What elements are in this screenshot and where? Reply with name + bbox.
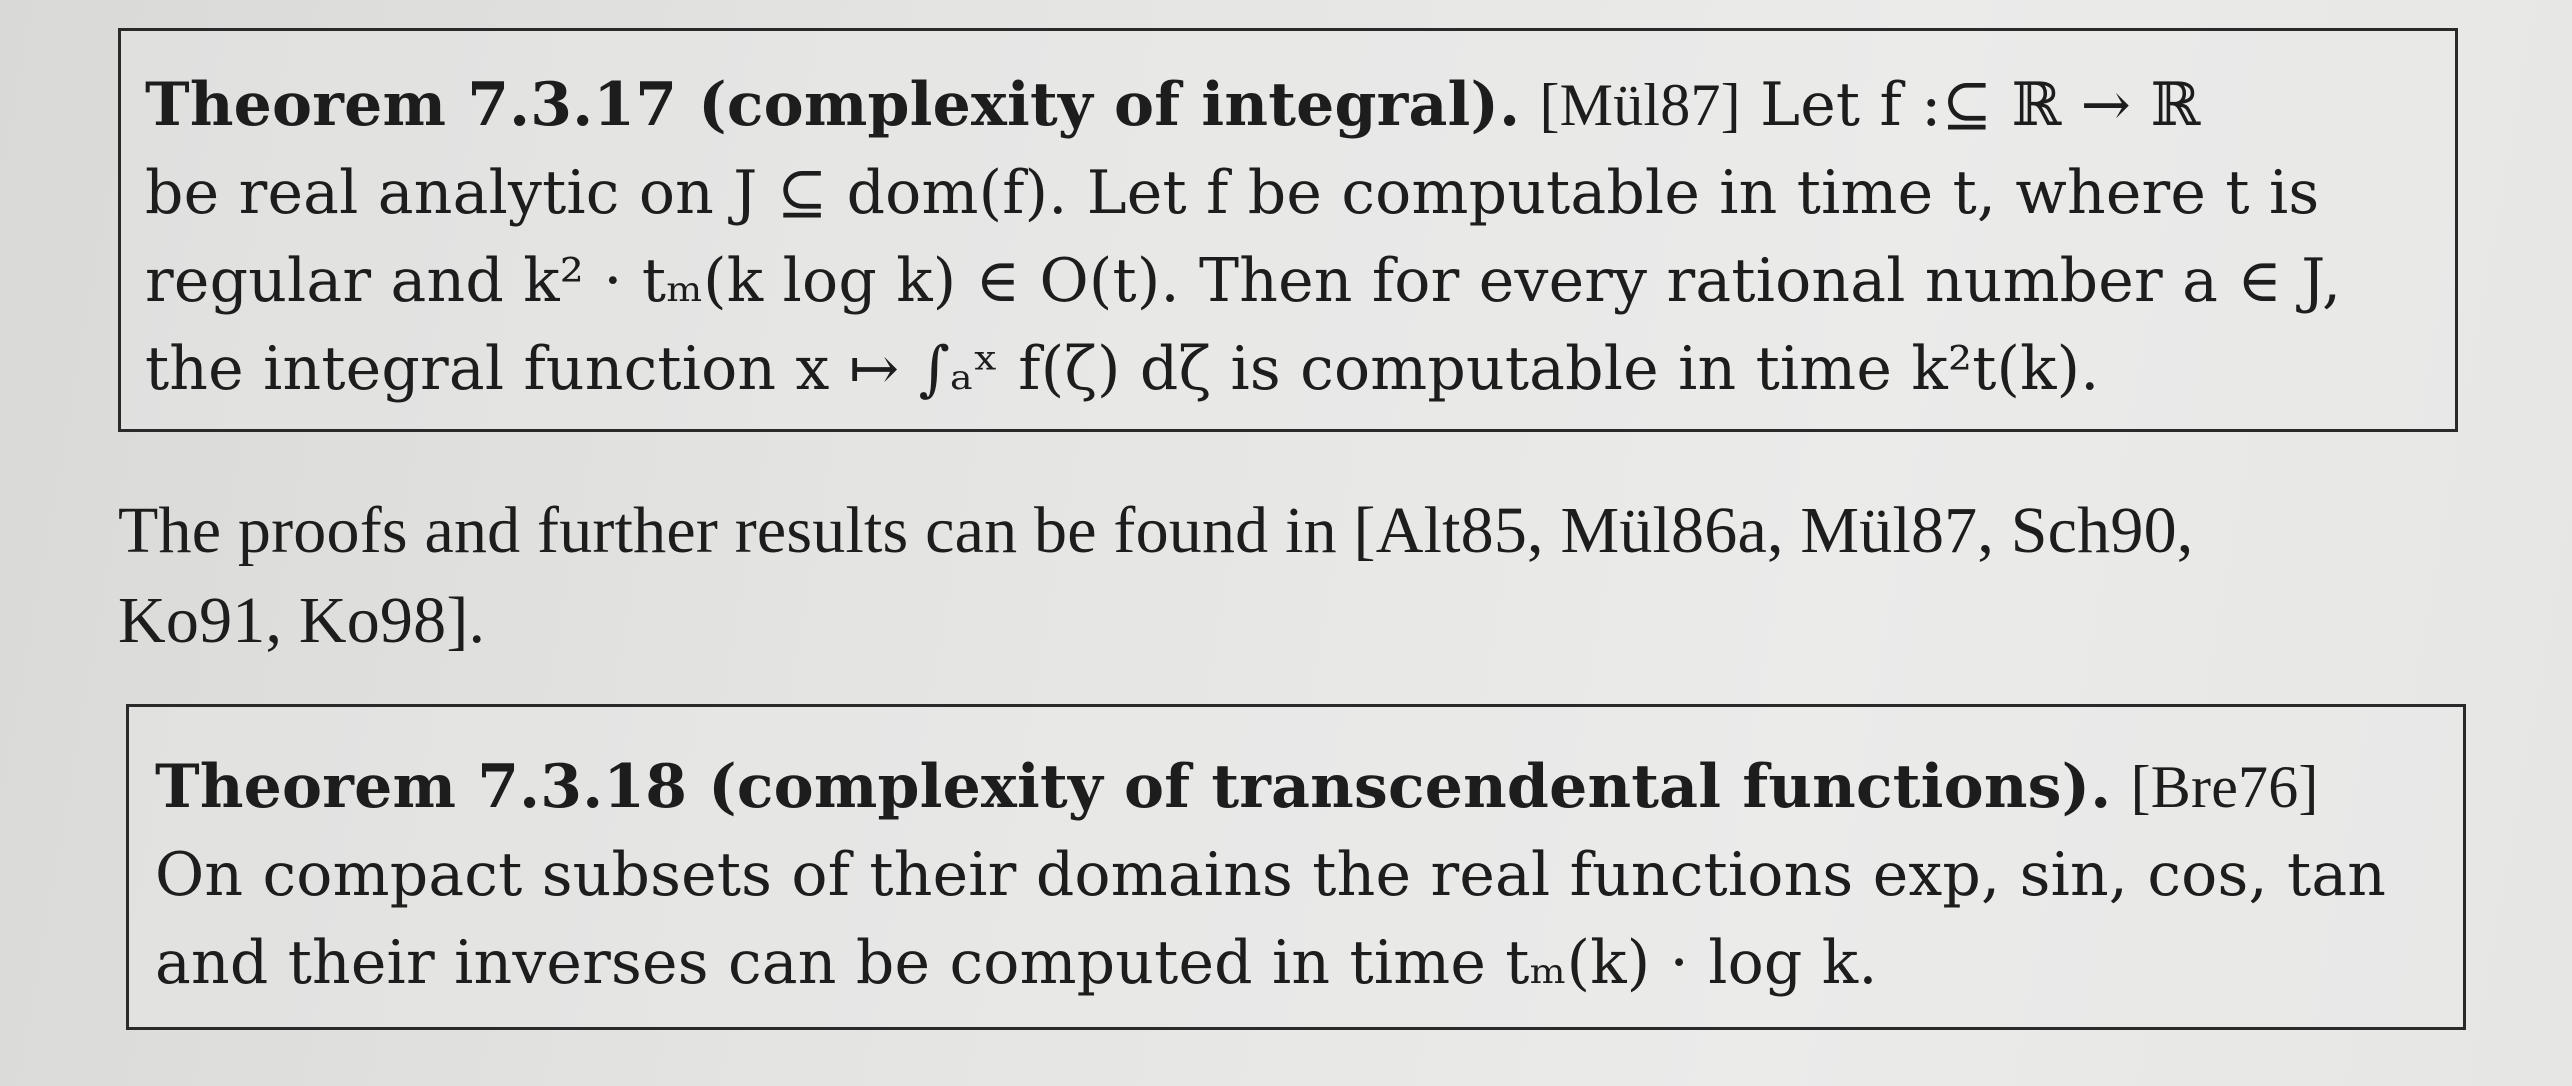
theorem-1-line-1 — [145, 61, 2429, 149]
theorem-2-line-3: and their inverses can be computed in time tₘ(k) · log k. — [155, 928, 1878, 998]
theorem-1-heading: Theorem 7.3.17 (complexity of integral). — [145, 70, 1521, 140]
theorem-1-text-1: Let f :⊆ ℝ → ℝ — [1760, 70, 2201, 140]
theorem-2-heading: Theorem 7.3.18 (complexity of transcendental functions). — [155, 752, 2112, 822]
references-paragraph — [118, 486, 2468, 666]
theorem-1-citation: [Mül87] — [1539, 72, 1741, 138]
theorem-2-line-2: On compact subsets of their domains the real functions exp, sin, cos, tan — [155, 840, 2387, 910]
theorem-1-line-3: regular and k² · tₘ(k log k) ∈ O(t). Then for every rational number a ∈ J, — [145, 246, 2342, 316]
theorem-1-line-4: the integral function x ↦ ∫ₐˣ f(ζ) dζ is computable in time k²t(k). — [145, 334, 2100, 404]
theorem-1-line-2: be real analytic on J ⊆ dom(f). Let f be computable in time t, where t is — [145, 158, 2320, 228]
theorem-7-3-18-box — [126, 704, 2466, 1030]
theorem-2-citation: [Bre76] — [2130, 754, 2319, 820]
paragraph-line-1: The proofs and further results can be found in [Alt85, Mül86a, Mül87, Sch90, — [118, 494, 2194, 567]
theorem-7-3-17-box — [118, 28, 2458, 432]
paragraph-line-2: Ko91, Ko98]. — [118, 584, 486, 657]
theorem-2-line-1 — [155, 743, 2437, 831]
